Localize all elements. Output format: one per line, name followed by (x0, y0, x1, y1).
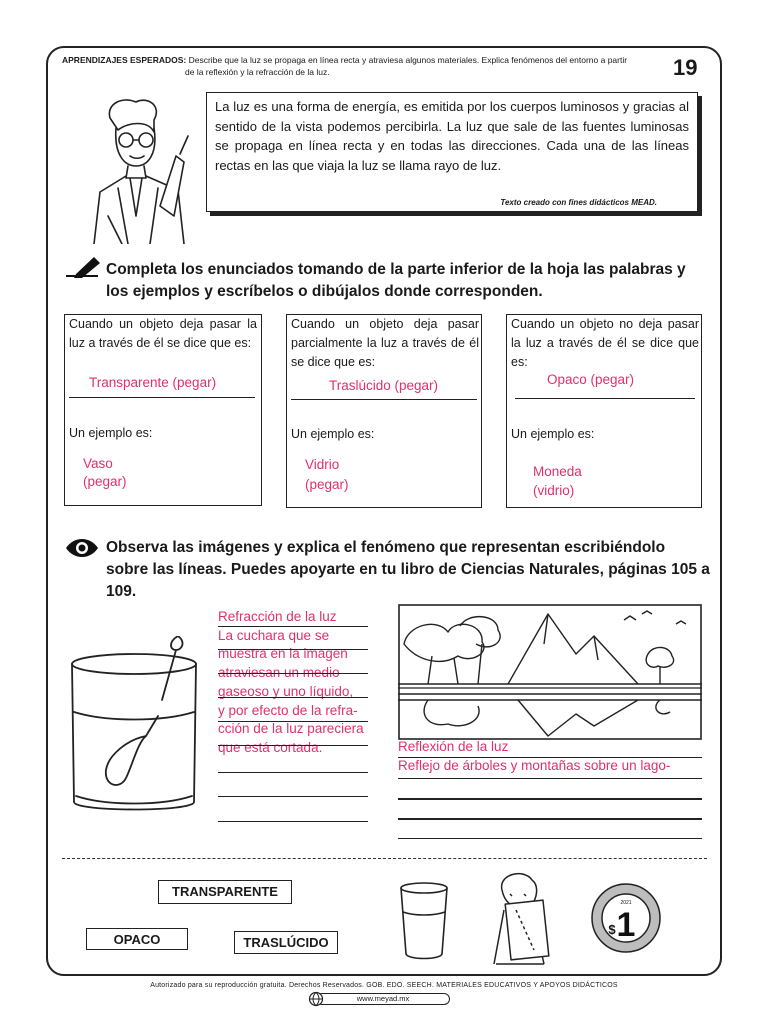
intro-textbox (206, 92, 698, 212)
footer-text: Autorizado para su reproducción gratuita. Derechos Reservados. GOB. EDO. SEECH. MATERIALES EDUCATIVOS Y APOYOS DIDÁCTICOS (150, 982, 618, 989)
reflection-title: Reflexión de la luz (398, 739, 509, 754)
card-example-label: Un ejemplo es: (511, 427, 595, 441)
card-example-line2: (pegar) (305, 477, 349, 492)
card-example-line1: Vaso (83, 456, 113, 471)
card-example-label: Un ejemplo es: (291, 427, 375, 441)
answer-line: La cuchara que se (218, 627, 330, 643)
card-answer: Traslúcido (pegar) (329, 378, 439, 393)
learning-objectives (62, 54, 677, 78)
reflection-text: Reflejo de árboles y montañas sobre un lago- (398, 758, 671, 773)
card-transparent (64, 314, 262, 506)
card-example-line2: (vidrio) (533, 483, 575, 498)
answer-line: y por efecto de la refra- (218, 702, 358, 718)
card-answer: Transparente (pegar) (89, 375, 217, 390)
writing-line (398, 757, 702, 758)
card-answer-line (69, 397, 255, 398)
objectives-line1: Describe que la luz se propaga en línea recta y atraviesa algunos materiales. Explica fenómenos del entorno a partir (188, 55, 628, 65)
writing-line (398, 838, 702, 839)
website-link[interactable]: www.meyad.mx (316, 993, 450, 1005)
cutout-transparente: TRANSPARENTE (158, 880, 292, 904)
answer-line: cción de la luz pareciera (218, 721, 364, 737)
beaker-spoon-illustration (66, 636, 202, 816)
card-opaque (506, 314, 702, 508)
writing-line (218, 821, 368, 822)
card-answer-line (515, 398, 695, 399)
cut-line (62, 858, 707, 859)
answer-line: Refracción de la luz (218, 609, 337, 624)
coin-year: 2021 (620, 900, 632, 906)
page-number: 19 (673, 55, 698, 80)
writing-line (218, 721, 368, 722)
answer-line: gaseoso y uno líquido, (218, 683, 354, 699)
writing-line (218, 649, 368, 650)
writing-line (218, 772, 368, 773)
cutout-traslucido: TRASLÚCIDO (234, 931, 338, 954)
card-answer-line (291, 399, 477, 400)
answer-line: atraviesan un medio (218, 665, 340, 681)
card-example-line1: Moneda (533, 464, 582, 479)
card-example-line1: Vidrio (305, 457, 340, 472)
lake-reflection-illustration (398, 604, 702, 740)
globe-icon (308, 991, 324, 1007)
writing-line (218, 673, 368, 674)
svg-text:$: $ (608, 922, 616, 937)
pencil-icon (64, 254, 102, 280)
writing-line (398, 818, 702, 820)
objectives-line2: de la reflexión y la refracción de la luz. (185, 67, 330, 77)
answer-line: muestra en la imagen (218, 646, 348, 662)
boy-with-glass-illustration (486, 870, 556, 968)
intro-text: La luz es una forma de energía, es emitida por los cuerpos luminosos y gracias al sentido de la vista podemos percibirla. La luz que sale de las fuentes luminosas se propaga en línea recta y en todas las direcciones. Cada una de las líneas rectas en las que viaja la luz se llama rayo de luz. (215, 99, 689, 173)
refraction-answer (218, 608, 368, 758)
writing-line (218, 697, 368, 698)
writing-line (218, 626, 368, 627)
eye-icon (64, 536, 100, 560)
scientist-illustration (88, 96, 198, 244)
section2-instruction: Observa las imágenes y explica el fenómeno que representan escribiéndolo sobre las líneas. Puedes apoyarte en tu libro de Ciencias Naturales, páginas 105 a 109. (106, 539, 710, 600)
card-statement: Cuando un objeto deja pasar la luz a través de él se dice que es: (69, 317, 257, 350)
card-example-line2: (pegar) (83, 474, 127, 489)
card-translucent (286, 314, 482, 508)
writing-line (218, 796, 368, 797)
writing-line (218, 745, 368, 746)
objectives-label: APRENDIZAJES ESPERADOS: (62, 55, 187, 65)
coin-illustration (590, 882, 662, 954)
writing-line (398, 778, 702, 779)
card-statement: Cuando un objeto deja pasar parcialmente la luz a través de él se dice que es: (291, 317, 479, 369)
section1-instruction: Completa los enunciados tomando de la parte inferior de la hoja las palabras y los ejemplos y escríbelos o dibújalos donde corresponden. (106, 261, 686, 300)
answer-line: que está cortada. (218, 739, 323, 755)
cutout-opaco: OPACO (86, 928, 188, 950)
card-answer: Opaco (pegar) (547, 372, 635, 387)
card-example-label: Un ejemplo es: (69, 426, 153, 440)
svg-text:1: 1 (616, 906, 636, 944)
card-statement: Cuando un objeto no deja pasar la luz a través de él se dice que es: (511, 317, 699, 369)
glass-illustration (398, 880, 450, 960)
writing-line (398, 798, 702, 800)
intro-credit: Texto creado con fines didácticos MEAD. (500, 198, 657, 207)
